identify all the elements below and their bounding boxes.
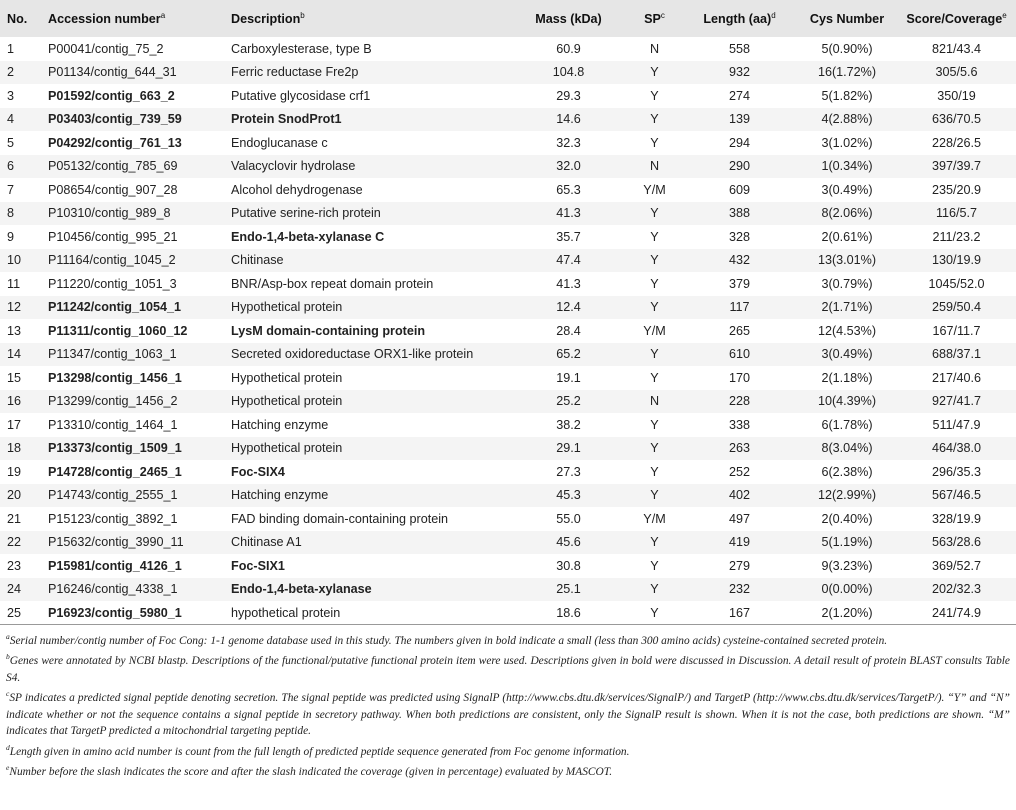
cell-mass: 32.3 [556, 135, 581, 150]
cell-mass: 18.6 [556, 605, 581, 620]
cell-cys: 2(1.71%) [821, 300, 873, 315]
cell-cys: 3(1.02%) [821, 135, 873, 150]
cell-sp: Y/M [643, 182, 666, 197]
cell-cys: 6(1.78%) [821, 417, 873, 432]
table-row [0, 413, 1016, 437]
header-cys: Cys Number [809, 11, 885, 26]
table-row [0, 319, 1016, 343]
cell-score: 328/19.9 [931, 511, 982, 526]
cell-score: 464/38.0 [931, 441, 982, 456]
cell-cys: 2(0.61%) [821, 229, 873, 244]
footnote-a [6, 629, 1010, 649]
cell-no: 21 [7, 511, 22, 526]
footnotes [0, 625, 1016, 781]
cell-description: Endo-1,4-beta-xylanase [231, 582, 372, 597]
cell-no: 9 [7, 229, 15, 244]
cell-sp: N [649, 159, 660, 174]
cell-length: 279 [728, 558, 750, 573]
cell-sp: Y [650, 370, 659, 385]
header-mass: Mass (kDa) [535, 11, 602, 26]
cell-score: 305/5.6 [935, 65, 978, 80]
cell-length: 338 [728, 417, 750, 432]
cell-mass: 25.2 [556, 394, 581, 409]
cell-no: 17 [7, 417, 22, 432]
cell-description: Hypothetical protein [231, 370, 343, 385]
cell-accession: P11220/contig_1051_3 [48, 276, 177, 291]
footnote-c [6, 686, 1010, 740]
cell-length: 558 [728, 41, 750, 56]
table-body [0, 37, 1016, 625]
cell-mass: 19.1 [556, 370, 581, 385]
cell-cys: 12(2.99%) [817, 488, 877, 503]
table-row [0, 202, 1016, 226]
cell-no: 5 [7, 135, 15, 150]
cell-cys: 2(1.20%) [821, 605, 873, 620]
cell-no: 19 [7, 464, 22, 479]
table-row [0, 554, 1016, 578]
cell-score: 217/40.6 [931, 370, 982, 385]
cell-cys: 6(2.38%) [821, 464, 873, 479]
cell-description: Chitinase A1 [231, 535, 302, 550]
cell-sp: Y [650, 347, 659, 362]
cell-sp: Y [650, 441, 659, 456]
cell-score: 636/70.5 [931, 112, 982, 127]
cell-no: 23 [7, 558, 22, 573]
cell-sp: Y [650, 135, 659, 150]
cell-mass: 45.3 [556, 488, 581, 503]
header-length: Length (aa)$^d$ [703, 10, 776, 27]
cell-no: 12 [7, 300, 22, 315]
cell-score: 397/39.7 [931, 159, 982, 174]
footnote-text: Number before the slash indicates the score and after the slash indicated the coverage (given in percentage) evaluated by MASCOT. [9, 766, 613, 779]
cell-no: 15 [7, 370, 22, 385]
cell-mass: 38.2 [556, 417, 581, 432]
header-description: Description$^b$ [231, 10, 305, 27]
cell-mass: 45.6 [556, 535, 581, 550]
cell-no: 3 [7, 88, 15, 103]
cell-length: 252 [728, 464, 750, 479]
cell-description: Putative serine-rich protein [231, 206, 381, 221]
cell-description: Hatching enzyme [231, 417, 329, 432]
cell-mass: 104.8 [552, 65, 585, 80]
cell-mass: 47.4 [556, 253, 581, 268]
cell-accession: P11242/contig_1054_1 [48, 300, 182, 315]
cell-sp: Y/M [643, 323, 666, 338]
cell-accession: P11311/contig_1060_12 [48, 323, 188, 338]
table-row [0, 437, 1016, 461]
cell-accession: P00041/contig_75_2 [48, 41, 164, 56]
cell-description: Ferric reductase Fre2p [231, 65, 359, 80]
cell-length: 497 [728, 511, 750, 526]
cell-cys: 4(2.88%) [821, 112, 873, 127]
cell-accession: P01592/contig_663_2 [48, 88, 175, 103]
cell-cys: 16(1.72%) [817, 65, 877, 80]
table-row [0, 507, 1016, 531]
cell-mass: 65.2 [556, 347, 581, 362]
cell-description: Alcohol dehydrogenase [231, 182, 363, 197]
cell-score: 688/37.1 [931, 347, 982, 362]
cell-length: 274 [728, 88, 750, 103]
cell-description: hypothetical protein [231, 605, 341, 620]
cell-accession: P10310/contig_989_8 [48, 206, 171, 221]
cell-cys: 2(1.18%) [821, 370, 873, 385]
cell-sp: Y [650, 605, 659, 620]
cell-no: 24 [7, 582, 22, 597]
cell-score: 116/5.7 [935, 206, 978, 221]
table-row [0, 155, 1016, 179]
table-row [0, 484, 1016, 508]
cell-no: 16 [7, 394, 22, 409]
cell-length: 609 [728, 182, 750, 197]
header-accession: Accession number$^a$ [48, 10, 166, 27]
cell-mass: 41.3 [556, 276, 581, 291]
cell-sp: N [649, 41, 660, 56]
cell-accession: P13310/contig_1464_1 [48, 417, 178, 432]
cell-no: 10 [7, 253, 22, 268]
cell-score: 259/50.4 [931, 300, 982, 315]
cell-no: 14 [7, 347, 22, 362]
cell-sp: Y [650, 112, 659, 127]
cell-sp: Y [650, 582, 659, 597]
table-row [0, 131, 1016, 155]
cell-no: 6 [7, 159, 15, 174]
cell-length: 263 [728, 441, 750, 456]
footnote-b [6, 649, 1010, 686]
footnote-text: SP indicates a predicted signal peptide denoting secretion. The signal peptide was predicted using SignalP (http://www.cbs.dtu.dk/services/SignalP/) and TargetP (http://www.cbs.dtu.dk/services/TargetP/). “Y” and “N” indicate whether or not the sequence contains a signal peptide in secretory pathway. When both predictions are consistent, only the SignalP result is shown. When it is not the case, both predictions are shown. “M” indicates that TargetP predicted a mitochondrial targeting peptide. [6, 692, 1010, 738]
cell-description: Foc-SIX4 [231, 464, 285, 479]
table-row [0, 390, 1016, 414]
cell-score: 1045/52.0 [928, 276, 985, 291]
cell-mass: 14.6 [556, 112, 581, 127]
cell-description: Putative glycosidase crf1 [231, 88, 371, 103]
cell-description: BNR/Asp-box repeat domain protein [231, 276, 434, 291]
cell-length: 294 [728, 135, 750, 150]
cell-cys: 3(0.79%) [821, 276, 873, 291]
table-row [0, 225, 1016, 249]
cell-no: 11 [7, 276, 21, 291]
cell-score: 563/28.6 [931, 535, 982, 550]
cell-accession: P08654/contig_907_28 [48, 182, 178, 197]
cell-cys: 3(0.49%) [821, 182, 873, 197]
footnote-mark: c [6, 689, 10, 699]
cell-score: 927/41.7 [931, 394, 982, 409]
cell-sp: Y/M [643, 511, 666, 526]
cell-description: Hypothetical protein [231, 441, 343, 456]
footnote-mark: d [6, 742, 10, 752]
cell-no: 2 [7, 65, 15, 80]
cell-no: 18 [7, 441, 22, 456]
cell-sp: N [649, 394, 660, 409]
cell-length: 117 [729, 300, 750, 315]
cell-length: 419 [728, 535, 750, 550]
cell-description: Protein SnodProt1 [231, 112, 342, 127]
cell-mass: 25.1 [556, 582, 581, 597]
table-row [0, 531, 1016, 555]
cell-accession: P03403/contig_739_59 [48, 112, 182, 127]
cell-description: Chitinase [231, 253, 284, 268]
cell-accession: P15632/contig_3990_11 [48, 535, 184, 550]
cell-cys: 13(3.01%) [817, 253, 877, 268]
cell-score: 167/11.7 [932, 323, 981, 338]
cell-score: 228/26.5 [931, 135, 982, 150]
table-row [0, 460, 1016, 484]
cell-mass: 27.3 [556, 464, 581, 479]
cell-accession: P01134/contig_644_31 [48, 65, 177, 80]
cell-mass: 29.1 [556, 441, 581, 456]
cell-accession: P13373/contig_1509_1 [48, 441, 182, 456]
header-sp: $SP^c$ [644, 10, 665, 27]
cell-accession: P16246/contig_4338_1 [48, 582, 178, 597]
cell-cys: 0(0.00%) [821, 582, 873, 597]
footnote-mark: b [6, 652, 10, 662]
cell-length: 388 [728, 206, 750, 221]
cell-accession: P04292/contig_761_13 [48, 135, 182, 150]
cell-no: 4 [7, 112, 15, 127]
cell-description: Hatching enzyme [231, 488, 329, 503]
cell-cys: 8(2.06%) [821, 206, 873, 221]
cell-description: Carboxylesterase, type B [231, 41, 372, 56]
cell-description: Endo-1,4-beta-xylanase C [231, 229, 385, 244]
cell-length: 290 [728, 159, 750, 174]
cell-description: Endoglucanase c [231, 135, 328, 150]
cell-score: 567/46.5 [931, 488, 982, 503]
cell-cys: 10(4.39%) [817, 394, 877, 409]
footnote-mark: a [6, 632, 10, 641]
cell-sp: Y [650, 488, 659, 503]
cell-sp: Y [650, 464, 659, 479]
cell-accession: P11164/contig_1045_2 [48, 253, 176, 268]
cell-score: 821/43.4 [931, 41, 982, 56]
footnote-d [6, 740, 1010, 760]
cell-description: LysM domain-containing protein [231, 323, 426, 338]
cell-length: 228 [728, 394, 750, 409]
cell-length: 265 [728, 323, 750, 338]
footnote-e [6, 760, 1010, 780]
table-row [0, 578, 1016, 602]
table-row [0, 296, 1016, 320]
cell-length: 139 [728, 112, 750, 127]
cell-accession: P14743/contig_2555_1 [48, 488, 178, 503]
cell-length: 170 [728, 370, 750, 385]
cell-sp: Y [650, 206, 659, 221]
cell-cys: 5(1.19%) [821, 535, 873, 550]
cell-cys: 9(3.23%) [821, 558, 873, 573]
header-score: Score/Coverage$^e$ [906, 10, 1007, 27]
cell-score: 241/74.9 [931, 605, 982, 620]
cell-sp: Y [650, 65, 659, 80]
cell-length: 432 [728, 253, 750, 268]
table-row [0, 84, 1016, 108]
cell-no: 20 [7, 488, 22, 503]
cell-sp: Y [650, 88, 659, 103]
cell-score: 296/35.3 [931, 464, 982, 479]
footnote-text: Genes were annotated by NCBI blastp. Descriptions of the functional/putative functional protein item were used. Descriptions given in bold were discussed in Discussion. A detail result of protein BLAST consults Table S4. [6, 655, 1010, 684]
cell-cys: 5(1.82%) [821, 88, 873, 103]
cell-accession: P11347/contig_1063_1 [48, 347, 177, 362]
cell-cys: 3(0.49%) [821, 347, 873, 362]
table-row [0, 249, 1016, 273]
table-row [0, 366, 1016, 390]
cell-no: 7 [7, 182, 15, 197]
cell-description: Hypothetical protein [231, 394, 343, 409]
cell-sp: Y [650, 276, 659, 291]
cell-no: 8 [7, 206, 15, 221]
cell-accession: P15123/contig_3892_1 [48, 511, 178, 526]
cell-score: 350/19 [937, 88, 976, 103]
cell-mass: 28.4 [556, 323, 581, 338]
cell-length: 167 [728, 605, 750, 620]
cell-length: 379 [728, 276, 750, 291]
cell-sp: Y [650, 253, 659, 268]
cell-accession: P16923/contig_5980_1 [48, 605, 182, 620]
cell-description: FAD binding domain-containing protein [231, 511, 449, 526]
cell-description: Foc-SIX1 [231, 558, 285, 573]
table-row [0, 178, 1016, 202]
cell-sp: Y [650, 300, 659, 315]
footnote-text: Serial number/contig number of Foc Cong: 1-1 genome database used in this study. The numbers given in bold indicate a small (less than 300 amino acids) cysteine-contained secreted protein. [9, 634, 888, 647]
cell-description: Valacyclovir hydrolase [231, 159, 356, 174]
cell-length: 932 [728, 65, 750, 80]
cell-mass: 29.3 [556, 88, 581, 103]
cell-accession: P13299/contig_1456_2 [48, 394, 178, 409]
cell-mass: 35.7 [556, 229, 581, 244]
cell-mass: 60.9 [556, 41, 581, 56]
cell-sp: Y [650, 417, 659, 432]
table-header-row [0, 0, 1016, 37]
table-row [0, 343, 1016, 367]
table-row [0, 37, 1016, 61]
cell-no: 1 [7, 41, 15, 56]
table-row [0, 108, 1016, 132]
cell-no: 13 [7, 323, 22, 338]
cell-sp: Y [650, 229, 659, 244]
cell-accession: P14728/contig_2465_1 [48, 464, 182, 479]
cell-length: 610 [728, 347, 750, 362]
table-row [0, 61, 1016, 85]
cell-cys: 1(0.34%) [821, 159, 873, 174]
cell-length: 402 [728, 488, 750, 503]
cell-mass: 55.0 [556, 511, 581, 526]
cell-mass: 30.8 [556, 558, 581, 573]
cell-score: 211/23.2 [932, 229, 981, 244]
cell-no: 25 [7, 605, 22, 620]
cell-cys: 2(0.40%) [821, 511, 873, 526]
cell-mass: 41.3 [556, 206, 581, 221]
cell-score: 202/32.3 [931, 582, 982, 597]
cell-score: 511/47.9 [932, 417, 981, 432]
cell-cys: 5(0.90%) [821, 41, 873, 56]
cell-mass: 12.4 [556, 300, 581, 315]
cell-accession: P15981/contig_4126_1 [48, 558, 182, 573]
cell-score: 130/19.9 [931, 253, 982, 268]
cell-length: 232 [728, 582, 750, 597]
cell-accession: P10456/contig_995_21 [48, 229, 178, 244]
cell-length: 328 [728, 229, 750, 244]
cell-no: 22 [7, 535, 22, 550]
cell-accession: P05132/contig_785_69 [48, 159, 178, 174]
cell-sp: Y [650, 535, 659, 550]
cell-sp: Y [650, 558, 659, 573]
cell-description: Secreted oxidoreductase ORX1-like protein [231, 347, 474, 362]
footnote-mark: e [6, 763, 10, 773]
cell-accession: P13298/contig_1456_1 [48, 370, 182, 385]
cell-mass: 32.0 [556, 159, 581, 174]
cell-score: 369/52.7 [931, 558, 982, 573]
cell-mass: 65.3 [556, 182, 581, 197]
footnote-text: Length given in amino acid number is count from the full length of predicted peptide sequence generated from Foc genome information. [9, 745, 630, 758]
table-row [0, 272, 1016, 296]
cell-score: 235/20.9 [931, 182, 982, 197]
cell-cys: 8(3.04%) [821, 441, 873, 456]
cell-description: Hypothetical protein [231, 300, 343, 315]
cell-cys: 12(4.53%) [817, 323, 877, 338]
header-no: No. [7, 11, 28, 26]
table-row [0, 601, 1016, 625]
